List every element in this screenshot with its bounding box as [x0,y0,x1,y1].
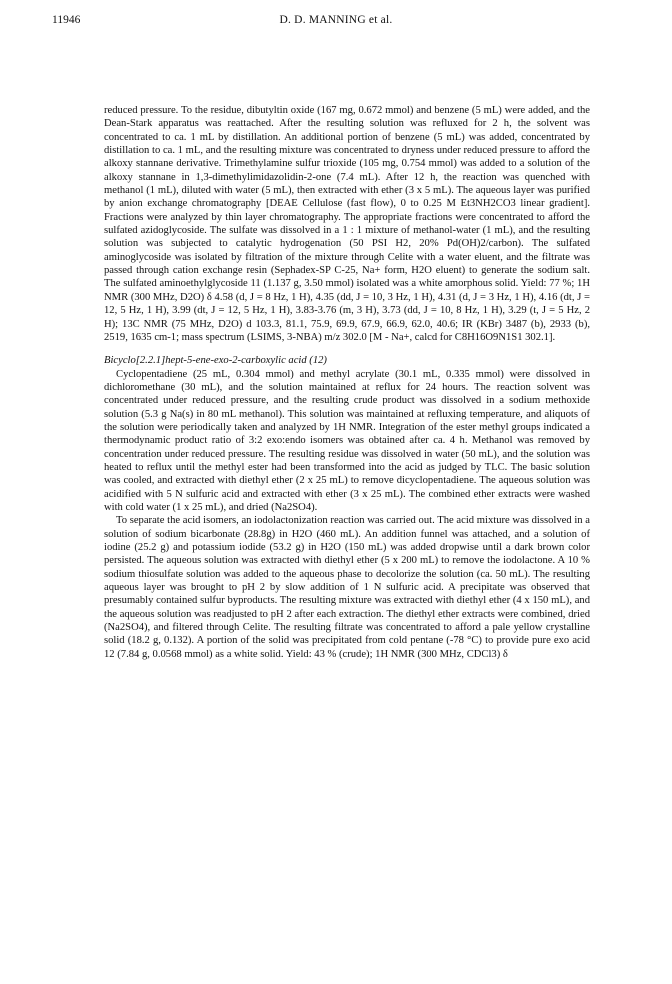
paragraph-sulfation-procedure: reduced pressure. To the residue, dibutyltin oxide (167 mg, 0.672 mmol) and benzene (5 mL) were added, and the Dean-Stark apparatus was reattached. After the resulting solution was refluxed for 2 h, the solvent was concentrated to ca. 1 mL by distillation. An additional portion of benzene (5 mL) was added, concentrated by distillation to ca. 1 mL, and the resulting mixture was concentrated to dryness under reduced pressure to afford the alkoxy stannane derivative. Trimethylamine sulfur trioxide (105 mg, 0.754 mmol) was added to a solution of the alkoxy stannane in 1,3-dimethylimidazolidin-2-one (7.4 mL). After 12 h, the reaction was quenched with methanol (1 mL), diluted with water (5 mL), then extracted with ether (3 x 5 mL). The aqueous layer was purified by anion exchange chromatography [DEAE Cellulose (fast flow), 0 to 0.25 M Et3NH2CO3 linear gradient]. Fractions were analyzed by thin layer chromatography. The appropriate fractions were concentrated to afford the sulfated azidoglycoside. The sulfate was dissolved in a 1 : 1 mixture of methanol-water (1 mL), and the resulting solution was subjected to catalytic hydrogenation (50 PSI H2, 20% Pd(OH)2/carbon). The sulfated aminoglycoside was isolated by filtration of the mixture through Celite with a water eluent, and the filtrate was passed through cation exchange resin (Sephadex-SP C-25, Na+ form, H2O eluent) to generate the sodium salt. The sulfated aminoethylglycoside 11 (1.137 g, 3.50 mmol) isolated was a white amorphous solid. Yield: 77 %; 1H NMR (300 MHz, D2O) δ 4.58 (d, J = 8 Hz, 1 H), 4.35 (dd, J = 10, 3 Hz, 1 H), 4.31 (d, J = 3 Hz, 1 H), 4.16 (dt, J = 12, 5 Hz, 1 H), 3.99 (dt, J = 12, 5 Hz, 1 H), 3.83-3.76 (m, 3 H), 3.73 (dd, J = 10, 8 Hz, 1 H), 3.29 (t, J = 5 Hz, 2 H); 13C NMR (75 MHz, D2O) d 103.3, 81.1, 75.9, 69.9, 67.9, 66.9, 62.0, 40.6; IR (KBr) 3487 (b), 2933 (b), 2519, 1635 cm-1; mass spectrum (LSIMS, 3-NBA) m/z 302.0 [M - Na+, calcd for C8H16O9N1S1 302.1]. [104,105,590,343]
page-header [52,14,620,32]
running-head: D. D. MANNING et al. [279,14,393,26]
paragraph-diels-alder: Cyclopentadiene (25 mL, 0.304 mmol) and methyl acrylate (30.1 mL, 0.335 mmol) were dissolved in dichloromethane (30 mL), and the solution maintained at reflux for 24 hours. The reaction solvent was concentrated under reduced pressure, and the resulting crude product was dissolved in a sodium methoxide solution (5.3 g Na(s) in 80 mL methanol). This solution was maintained at refluxing temperature, and aliquots of the solution were periodically taken and analyzed by 1H NMR. Integration of the ester methyl groups indicated a thermodynamic product ratio of 3:2 exo:endo isomers was obtained after ca. 4 h. Methanol was removed by concentration under reduced pressure. The resulting residue was dissolved in water (50 mL), and the solution was heated to reflux until the methyl ester had been transformed into the acid as judged by TLC. The basic solution was cooled, and extracted with diethyl ether (2 x 25 mL) to remove dicyclopentadiene. The aqueous solution was acidified with 5 N sulfuric acid and extracted with ether (3 x 25 mL). The combined ether extracts were washed with cold water (1 x 25 mL), and dried (Na2SO4). [104,368,590,513]
article-body [104,104,590,661]
paragraph-iodolactonization: To separate the acid isomers, an iodolactonization reaction was carried out. The acid mixture was dissolved in a solution of sodium bicarbonate (28.8g) in H2O (460 mL). An addition funnel was attached, and a solution of iodine (25.2 g) and potassium iodide (53.2 g) in H2O (150 mL) was added dropwise until a dark brown color persisted. The aqueous solution was extracted with diethyl ether (5 x 200 mL) to remove the iodolactone. A 10 % sodium thiosulfate solution was added to the aqueous phase to decolorize the solution (ca. 50 mL). The resulting aqueous layer was brought to pH 2 by slow addition of 1 N sulfuric acid. A precipitate was observed that presumably contained sulfur byproducts. The resulting mixture was extracted with diethyl ether (4 x 150 mL), and the aqueous solution was readjusted to pH 2 after each extraction. The diethyl ether extracts were combined, dried (Na2SO4), and filtered through Celite. The resulting filtrate was concentrated to afford a pale yellow crystalline solid (18.2 g, 0.132). A portion of the solid was precipitated from cold pentane (-78 °C) to provide pure exo acid 12 (7.84 g, 0.0568 mmol) as a white solid. Yield: 43 % (crude); 1H NMR (300 MHz, CDCl3) δ [104,515,590,660]
compound-heading: Bicyclo[2.2.1]hept-5-ene-exo-2-carboxylic acid (12) [104,355,327,367]
page-number: 11946 [52,14,81,26]
